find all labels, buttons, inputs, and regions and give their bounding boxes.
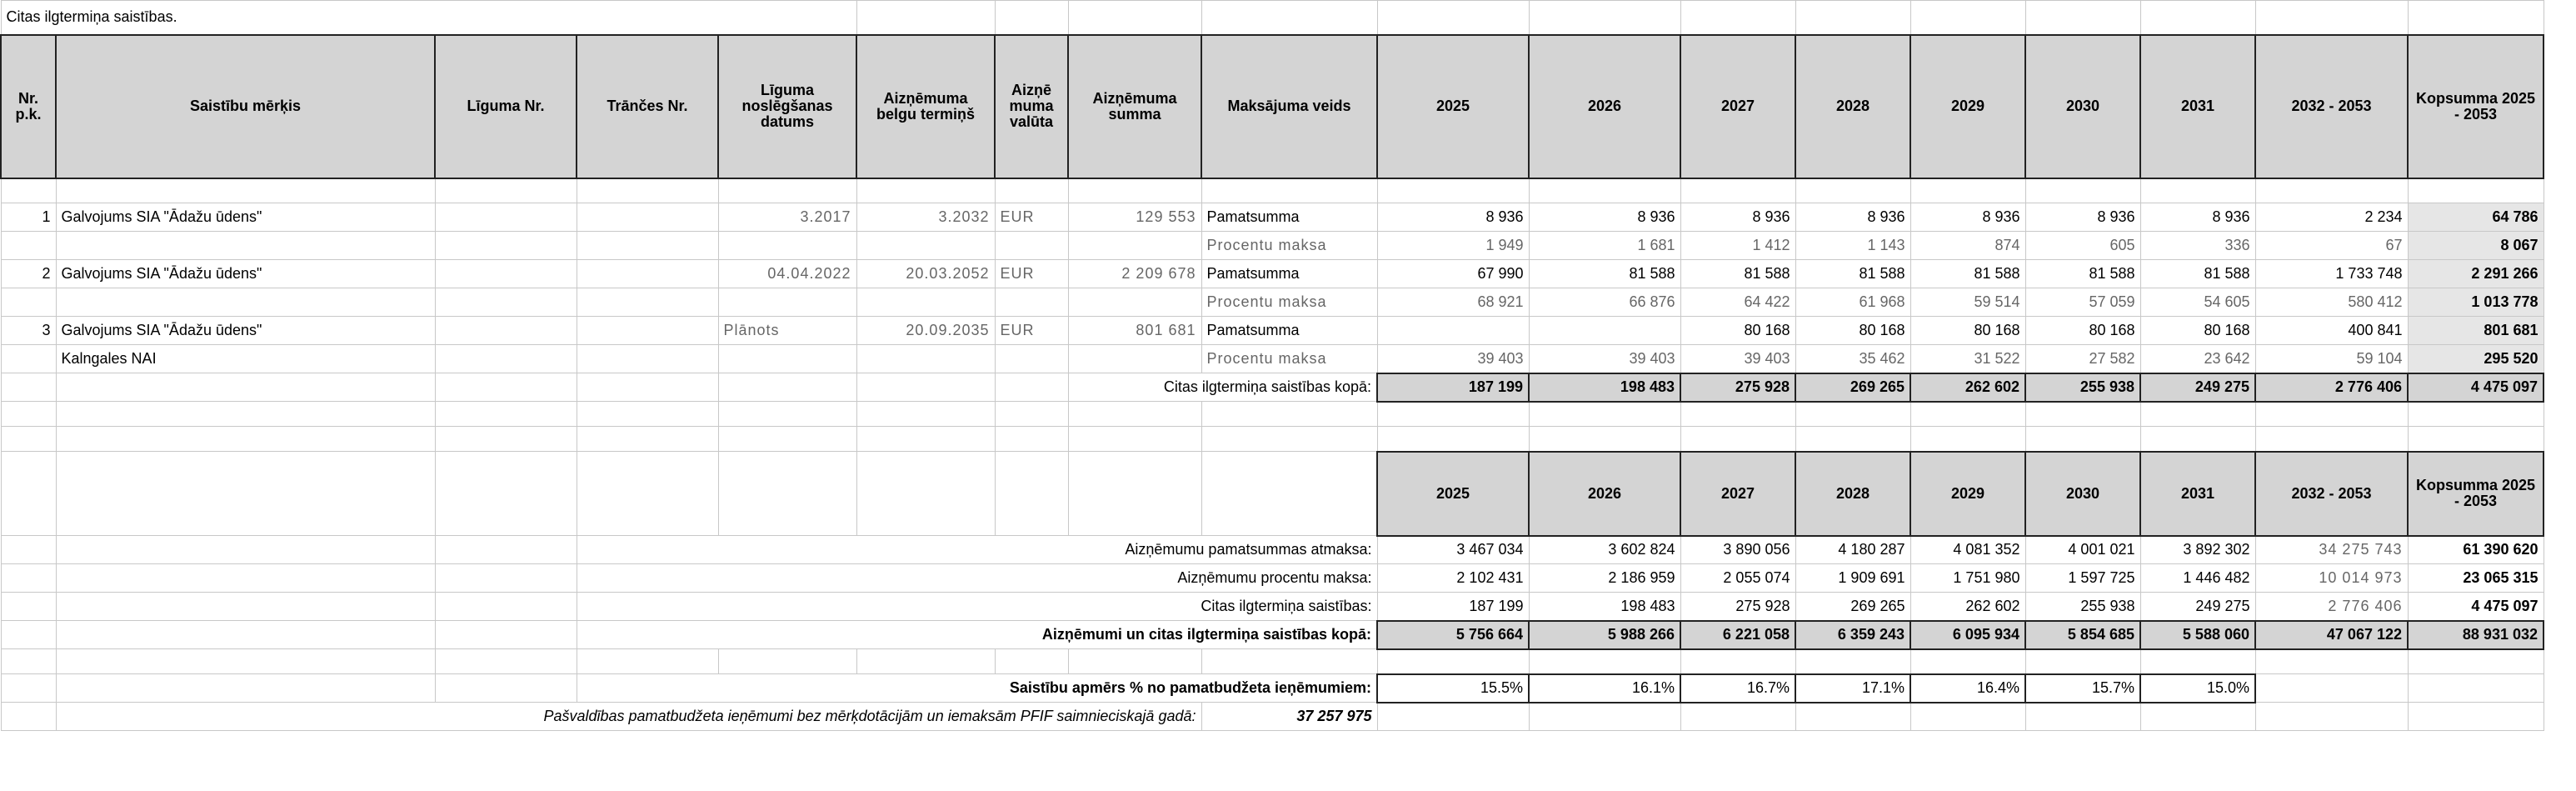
summary-total: 61 390 620 [2408, 536, 2544, 564]
row-year-value: 580 412 [2255, 288, 2408, 317]
header-tranche: Trānčes Nr. [577, 35, 718, 178]
summary-value: 2 102 431 [1377, 564, 1529, 593]
summary-value: 187 199 [1377, 593, 1529, 621]
header-year: 2029 [1910, 35, 2025, 178]
table-row [1, 260, 2544, 288]
row-year-value: 81 588 [1795, 260, 1910, 288]
row-year-value [1377, 317, 1529, 345]
header-signed: Līguma noslēgšanas datums [718, 35, 856, 178]
summary-total: 23 065 315 [2408, 564, 2544, 593]
summary-label: Aizņēmumu pamatsummas atmaksa: [577, 536, 1377, 564]
row-year-value: 81 588 [2025, 260, 2140, 288]
row-term: 20.09.2035 [856, 317, 995, 345]
summary-value: 269 265 [1795, 593, 1910, 621]
row-year-value: 61 968 [1795, 288, 1910, 317]
summary-value: 198 483 [1529, 593, 1680, 621]
row-nr: 1 [1, 203, 56, 232]
subtotal-total: 4 475 097 [2408, 373, 2544, 402]
summary-header-year: 2028 [1795, 452, 1910, 536]
sheet-title: Citas ilgtermiņa saistības. [1, 1, 856, 35]
table-row [1, 203, 2544, 232]
row-year-value: 80 168 [1680, 317, 1795, 345]
row-total: 8 067 [2408, 232, 2544, 260]
summary-value: 255 938 [2025, 593, 2140, 621]
row-purpose: Galvojums SIA "Ādažu ūdens" [56, 260, 435, 288]
ratio-value: 16.7% [1680, 674, 1795, 703]
summary-value: 2 055 074 [1680, 564, 1795, 593]
summary-header-total: Kopsumma 2025 - 2053 [2408, 452, 2544, 536]
subtotal-value: 255 938 [2025, 373, 2140, 402]
table-row [1, 345, 2544, 373]
summary-value: 3 890 056 [1680, 536, 1795, 564]
row-year-value: 8 936 [1795, 203, 1910, 232]
ratio-value: 15.7% [2025, 674, 2140, 703]
header-contract: Līguma Nr. [435, 35, 577, 178]
row-purpose-note: Kalngales NAI [56, 345, 435, 373]
row-pay-type: Pamatsumma [1201, 203, 1377, 232]
revenue-label: Pašvaldības pamatbudžeta ieņēmumi bez mērķdotācijām un iemaksām PFIF saimnieciskajā gadā: [56, 703, 1201, 731]
summary-value: 10 014 973 [2255, 564, 2408, 593]
summary-value: 3 602 824 [1529, 536, 1680, 564]
summary-header-year: 2031 [2140, 452, 2255, 536]
row-term: 20.03.2052 [856, 260, 995, 288]
row-year-value: 1 412 [1680, 232, 1795, 260]
row-signed: 3.2017 [718, 203, 856, 232]
row-amount: 801 681 [1068, 317, 1201, 345]
summary-header-year: 2030 [2025, 452, 2140, 536]
row-year-value: 8 936 [2025, 203, 2140, 232]
row-year-value: 80 168 [2025, 317, 2140, 345]
grand-total-value: 5 756 664 [1377, 621, 1529, 649]
header-total: Kopsumma 2025 - 2053 [2408, 35, 2544, 178]
summary-value: 2 776 406 [2255, 593, 2408, 621]
ratio-label: Saistību apmērs % no pamatbudžeta ieņēmumiem: [577, 674, 1377, 703]
header-year: 2027 [1680, 35, 1795, 178]
row-pay-type: Procentu maksa [1201, 232, 1377, 260]
row-year-value: 66 876 [1529, 288, 1680, 317]
subtotal-value: 269 265 [1795, 373, 1910, 402]
grand-total-value: 47 067 122 [2255, 621, 2408, 649]
summary-header-year: 2029 [1910, 452, 2025, 536]
row-amount: 129 553 [1068, 203, 1201, 232]
row-year-value: 23 642 [2140, 345, 2255, 373]
row-year-value: 57 059 [2025, 288, 2140, 317]
ratio-value: 15.0% [2140, 674, 2255, 703]
header-nr: Nr. p.k. [1, 35, 56, 178]
row-year-value: 1 681 [1529, 232, 1680, 260]
row-year-value: 8 936 [1377, 203, 1529, 232]
row-total: 1 013 778 [2408, 288, 2544, 317]
ratio-row [1, 674, 2544, 703]
summary-value: 249 275 [2140, 593, 2255, 621]
row-signed: Plānots [718, 317, 856, 345]
summary-row [1, 536, 2544, 564]
table-row [1, 317, 2544, 345]
row-total: 64 786 [2408, 203, 2544, 232]
header-amount: Aizņēmuma summa [1068, 35, 1201, 178]
row-pay-type: Pamatsumma [1201, 260, 1377, 288]
row-year-value: 35 462 [1795, 345, 1910, 373]
row-total: 295 520 [2408, 345, 2544, 373]
row-year-value: 2 234 [2255, 203, 2408, 232]
summary-header-year: 2025 [1377, 452, 1529, 536]
row-year-value: 1 143 [1795, 232, 1910, 260]
summary-value: 1 597 725 [2025, 564, 2140, 593]
row-year-value: 67 [2255, 232, 2408, 260]
subtotal-value: 262 602 [1910, 373, 2025, 402]
grand-total-value: 5 854 685 [2025, 621, 2140, 649]
grand-total-value: 5 988 266 [1529, 621, 1680, 649]
row-year-value: 54 605 [2140, 288, 2255, 317]
ratio-value: 17.1% [1795, 674, 1910, 703]
summary-header-year: 2027 [1680, 452, 1795, 536]
subtotal-value: 249 275 [2140, 373, 2255, 402]
summary-value: 3 892 302 [2140, 536, 2255, 564]
row-year-value: 27 582 [2025, 345, 2140, 373]
row-year-value: 64 422 [1680, 288, 1795, 317]
row-year-value: 68 921 [1377, 288, 1529, 317]
subtotal-label: Citas ilgtermiņa saistības kopā: [1068, 373, 1377, 402]
header-year: 2025 [1377, 35, 1529, 178]
summary-value: 4 081 352 [1910, 536, 2025, 564]
header-year: 2030 [2025, 35, 2140, 178]
row-year-value: 400 841 [2255, 317, 2408, 345]
grand-total-value: 5 588 060 [2140, 621, 2255, 649]
summary-value: 4 180 287 [1795, 536, 1910, 564]
row-signed: 04.04.2022 [718, 260, 856, 288]
row-term: 3.2032 [856, 203, 995, 232]
header-year: 2026 [1529, 35, 1680, 178]
row-year-value: 80 168 [1795, 317, 1910, 345]
row-nr: 2 [1, 260, 56, 288]
row-currency: EUR [995, 317, 1068, 345]
row-year-value: 80 168 [2140, 317, 2255, 345]
row-year-value: 59 104 [2255, 345, 2408, 373]
row-year-value: 336 [2140, 232, 2255, 260]
summary-total: 4 475 097 [2408, 593, 2544, 621]
summary-header-year: 2026 [1529, 452, 1680, 536]
ratio-value: 16.1% [1529, 674, 1680, 703]
summary-value: 262 602 [1910, 593, 2025, 621]
revenue-row [1, 703, 2544, 731]
summary-value: 1 751 980 [1910, 564, 2025, 593]
row-year-value: 605 [2025, 232, 2140, 260]
row-purpose: Galvojums SIA "Ādažu ūdens" [56, 203, 435, 232]
grand-total-row [1, 621, 2544, 649]
summary-value: 4 001 021 [2025, 536, 2140, 564]
subtotal-value: 2 776 406 [2255, 373, 2408, 402]
header-year: 2028 [1795, 35, 1910, 178]
row-year-value: 80 168 [1910, 317, 2025, 345]
row-pay-type: Procentu maksa [1201, 288, 1377, 317]
table-row [1, 288, 2544, 317]
row-year-value: 39 403 [1680, 345, 1795, 373]
summary-row [1, 564, 2544, 593]
header-pay-type: Maksājuma veids [1201, 35, 1377, 178]
summary-label: Citas ilgtermiņa saistības: [577, 593, 1377, 621]
summary-value: 275 928 [1680, 593, 1795, 621]
header-currency: Aizņē muma valūta [995, 35, 1068, 178]
row-year-value: 81 588 [1680, 260, 1795, 288]
row-total: 801 681 [2408, 317, 2544, 345]
summary-value: 1 446 482 [2140, 564, 2255, 593]
grand-total: 88 931 032 [2408, 621, 2544, 649]
row-year-value: 67 990 [1377, 260, 1529, 288]
header-term: Aizņēmuma belgu termiņš [856, 35, 995, 178]
row-year-value: 1 733 748 [2255, 260, 2408, 288]
row-currency: EUR [995, 203, 1068, 232]
summary-value: 34 275 743 [2255, 536, 2408, 564]
row-year-value: 39 403 [1529, 345, 1680, 373]
row-pay-type: Procentu maksa [1201, 345, 1377, 373]
revenue-value: 37 257 975 [1201, 703, 1377, 731]
summary-value: 3 467 034 [1377, 536, 1529, 564]
summary-value: 2 186 959 [1529, 564, 1680, 593]
row-year-value: 8 936 [1910, 203, 2025, 232]
row-total: 2 291 266 [2408, 260, 2544, 288]
row-year-value: 1 949 [1377, 232, 1529, 260]
subtotal-value: 198 483 [1529, 373, 1680, 402]
summary-row [1, 593, 2544, 621]
row-year-value: 8 936 [1680, 203, 1795, 232]
grand-total-value: 6 095 934 [1910, 621, 2025, 649]
row-pay-type: Pamatsumma [1201, 317, 1377, 345]
row-year-value: 31 522 [1910, 345, 2025, 373]
row-year-value: 8 936 [2140, 203, 2255, 232]
subtotal-row [1, 373, 2544, 402]
summary-header-year: 2032 - 2053 [2255, 452, 2408, 536]
row-nr: 3 [1, 317, 56, 345]
row-year-value: 59 514 [1910, 288, 2025, 317]
summary-value: 1 909 691 [1795, 564, 1910, 593]
row-year-value: 8 936 [1529, 203, 1680, 232]
summary-label: Aizņēmumu procentu maksa: [577, 564, 1377, 593]
header-year: 2032 - 2053 [2255, 35, 2408, 178]
subtotal-value: 187 199 [1377, 373, 1529, 402]
row-year-value: 874 [1910, 232, 2025, 260]
row-year-value: 81 588 [1529, 260, 1680, 288]
row-year-value: 81 588 [1910, 260, 2025, 288]
row-year-value: 81 588 [2140, 260, 2255, 288]
grand-total-value: 6 221 058 [1680, 621, 1795, 649]
row-year-value: 39 403 [1377, 345, 1529, 373]
table-row [1, 232, 2544, 260]
ratio-value: 16.4% [1910, 674, 2025, 703]
header-year: 2031 [2140, 35, 2255, 178]
subtotal-value: 275 928 [1680, 373, 1795, 402]
row-purpose: Galvojums SIA "Ādažu ūdens" [56, 317, 435, 345]
grand-total-label: Aizņēmumi un citas ilgtermiņa saistības kopā: [577, 621, 1377, 649]
row-year-value [1529, 317, 1680, 345]
row-currency: EUR [995, 260, 1068, 288]
row-amount: 2 209 678 [1068, 260, 1201, 288]
grand-total-value: 6 359 243 [1795, 621, 1910, 649]
header-purpose: Saistību mērķis [56, 35, 435, 178]
ratio-value: 15.5% [1377, 674, 1529, 703]
